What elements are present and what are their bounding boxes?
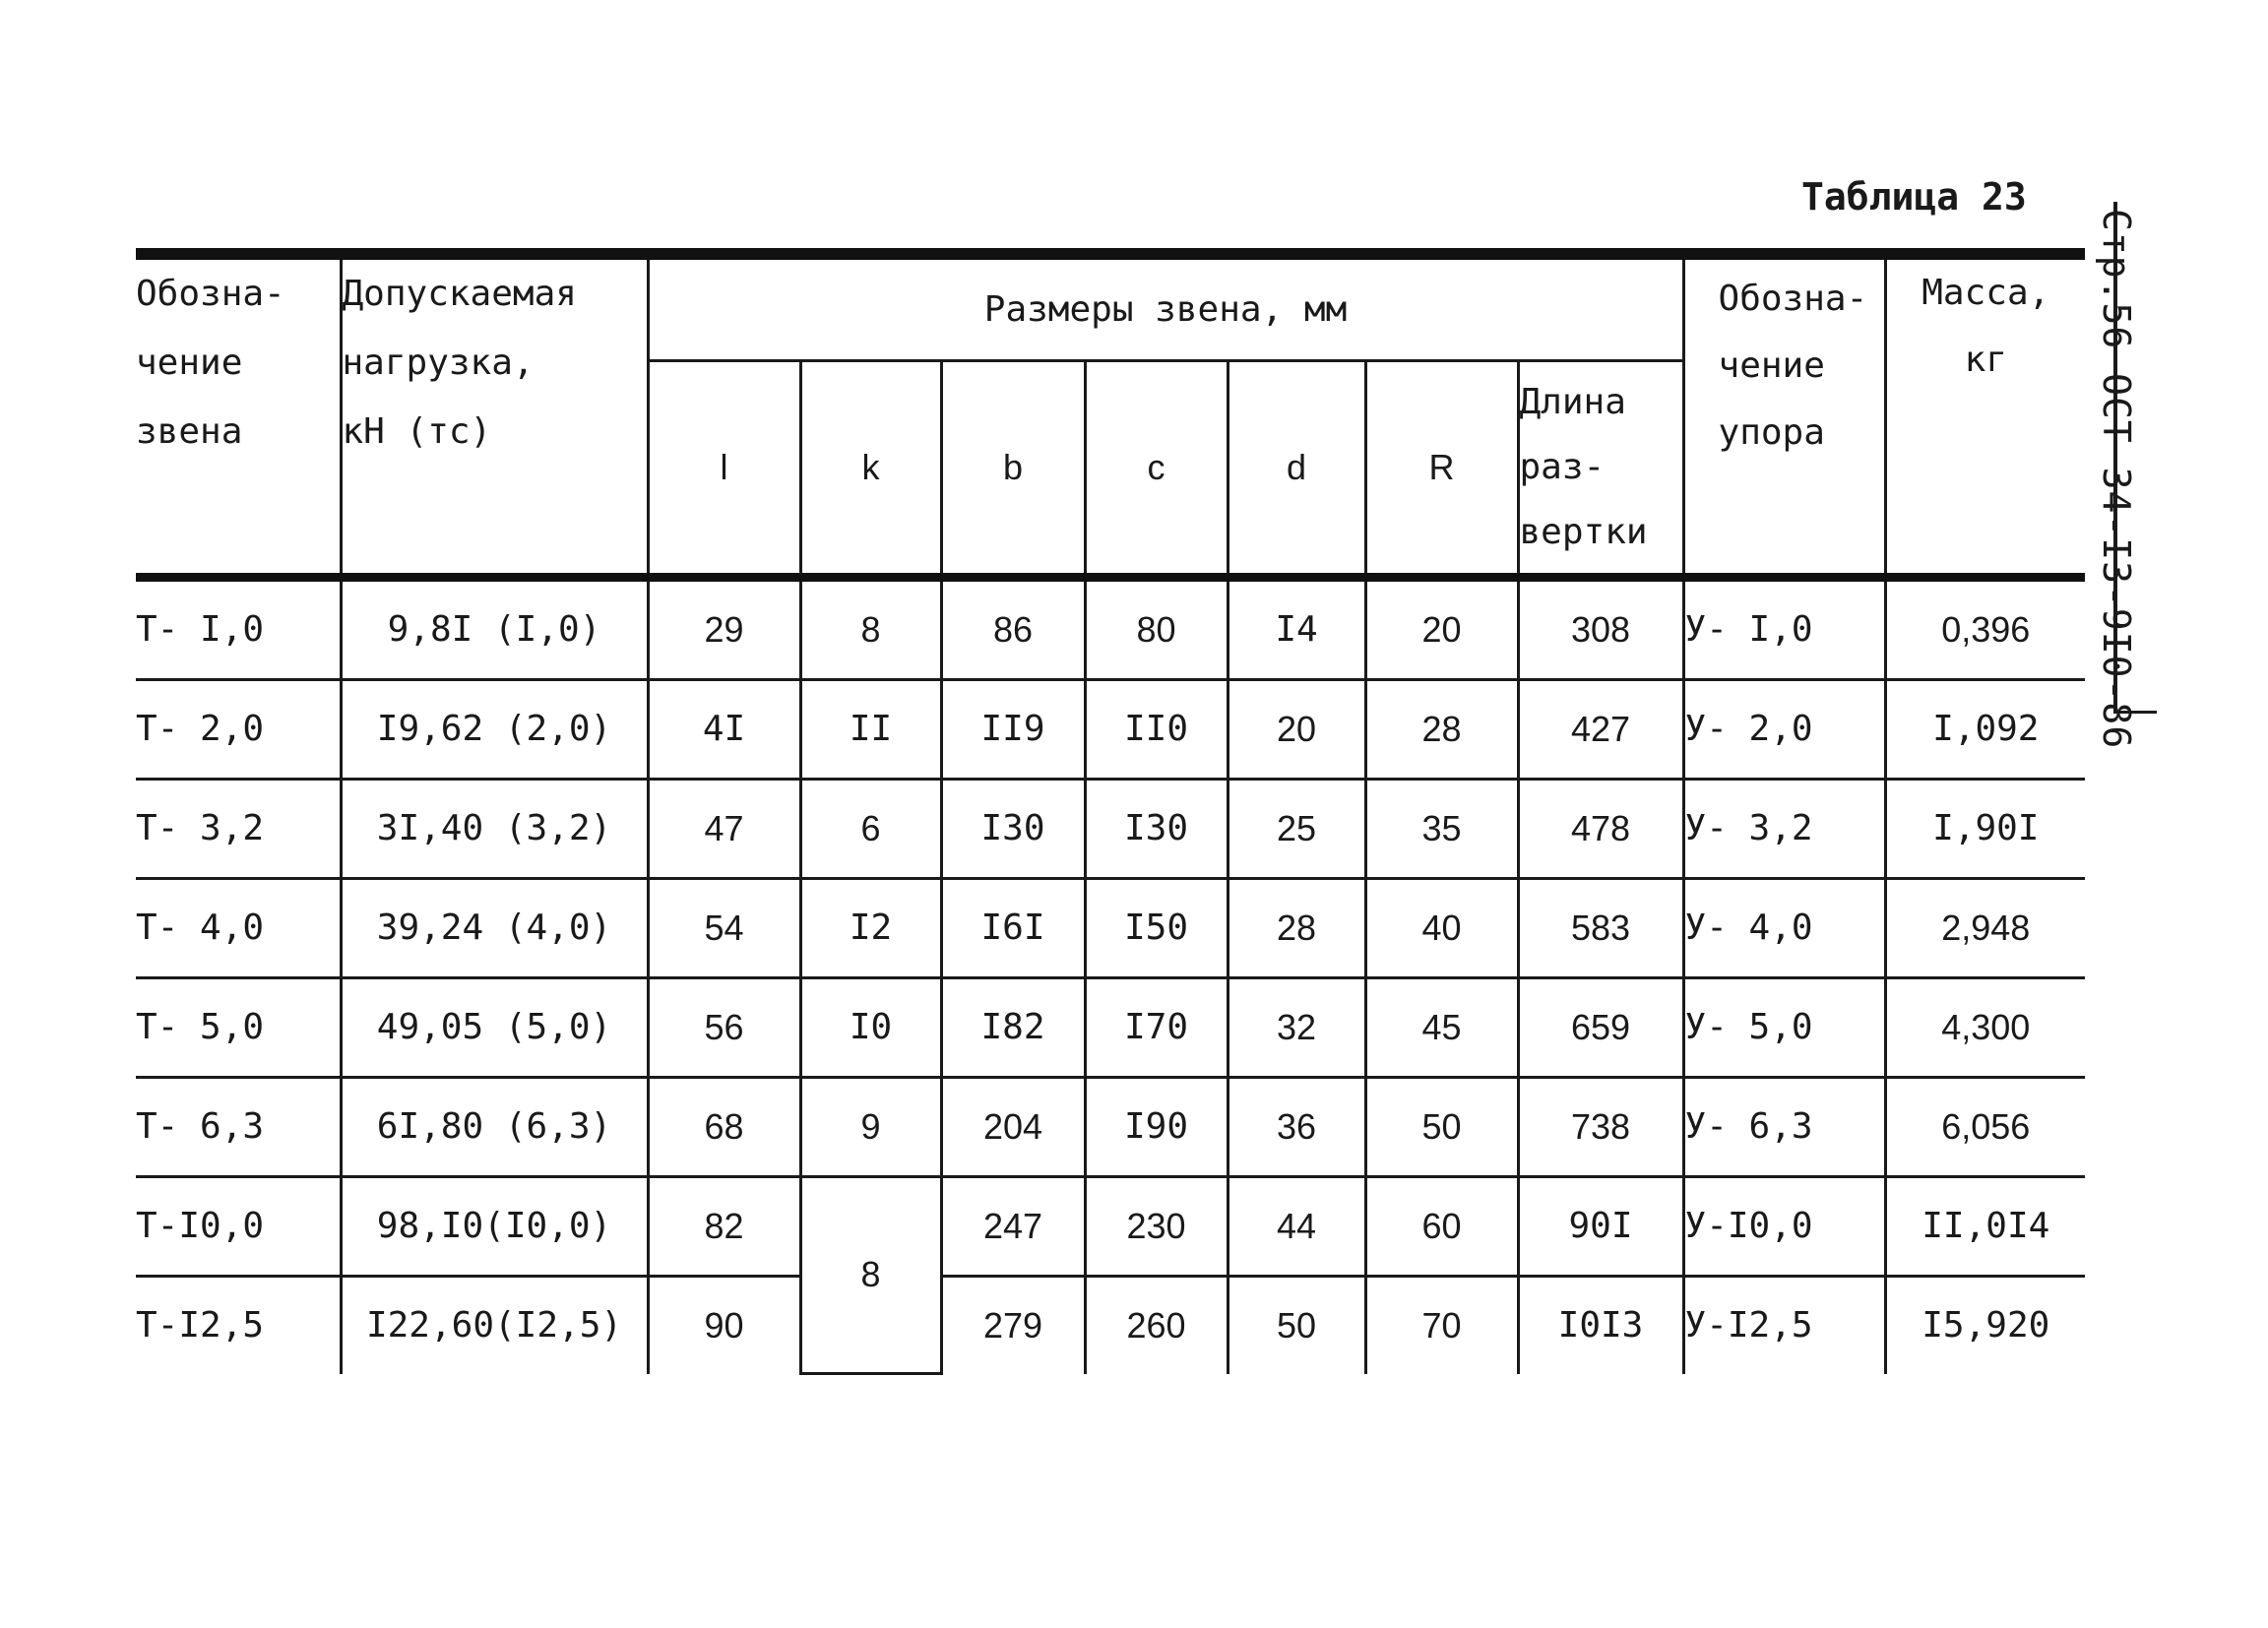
cell-load: I22,60(I2,5) [341,1276,648,1374]
table-row [136,1176,2085,1276]
cell-mass: I,90I [1885,779,2085,878]
cell-len: 478 [1518,779,1683,878]
cell-c: 80 [1085,577,1228,679]
cell-c: 230 [1085,1176,1228,1276]
cell-load: 39,24 (4,0) [341,878,648,977]
cell-l: 56 [648,977,800,1077]
cell-link: Т- 6,3 [136,1077,341,1176]
cell-load: I9,62 (2,0) [341,679,648,779]
cell-len: 90I [1518,1176,1683,1276]
cell-r: 20 [1365,577,1518,679]
cell-r: 60 [1365,1176,1518,1276]
cell-stop: У-I2,5 [1683,1276,1885,1374]
cell-r: 45 [1365,977,1518,1077]
cell-d: 36 [1228,1077,1365,1176]
cell-l: 54 [648,878,800,977]
cell-stop: У- 3,2 [1683,779,1885,878]
header-dim-r: R [1365,360,1518,577]
cell-b: 204 [941,1077,1085,1176]
cell-load: 6I,80 (6,3) [341,1077,648,1176]
cell-k: 8 [800,577,941,679]
cell-len: 738 [1518,1077,1683,1176]
cell-r: 70 [1365,1276,1518,1374]
cell-mass: 4,300 [1885,977,2085,1077]
cell-c: I70 [1085,977,1228,1077]
cell-d: 28 [1228,878,1365,977]
cell-len: 308 [1518,577,1683,679]
cell-l: 4I [648,679,800,779]
cell-mass: I,092 [1885,679,2085,779]
header-allowable-load: Допускаемая нагрузка, кН (тс) [341,254,648,577]
cell-link: Т- I,0 [136,577,341,679]
cell-l: 29 [648,577,800,679]
cell-len: I0I3 [1518,1276,1683,1374]
cell-l: 90 [648,1276,800,1374]
cell-c: 260 [1085,1276,1228,1374]
cell-b: 247 [941,1176,1085,1276]
cell-d: 44 [1228,1176,1365,1276]
cell-r: 40 [1365,878,1518,977]
cell-load: 49,05 (5,0) [341,977,648,1077]
cell-c: I50 [1085,878,1228,977]
cell-k: 6 [800,779,941,878]
cell-len: 427 [1518,679,1683,779]
header-unfold-length: Длина раз- вертки [1518,360,1683,577]
page-header-label: Стр.56 ОСТ 34-I3-9I0-86 [2095,209,2138,750]
cell-c: I30 [1085,779,1228,878]
cell-b: II9 [941,679,1085,779]
cell-l: 82 [648,1176,800,1276]
cell-d: 20 [1228,679,1365,779]
cell-b: 86 [941,577,1085,679]
header-stop-designation: Обозна- чение упора [1683,254,1885,577]
cell-r: 28 [1365,679,1518,779]
cell-c: II0 [1085,679,1228,779]
cell-b: I30 [941,779,1085,878]
header-dim-l: l [648,360,800,577]
cell-load: 98,I0(I0,0) [341,1176,648,1276]
cell-len: 659 [1518,977,1683,1077]
cell-k: I2 [800,878,941,977]
cell-link: Т-I2,5 [136,1276,341,1374]
header-dim-k: k [800,360,941,577]
cell-b: 279 [941,1276,1085,1374]
cell-d: I4 [1228,577,1365,679]
cell-k: 9 [800,1077,941,1176]
cell-load: 9,8I (I,0) [341,577,648,679]
cell-stop: У-I0,0 [1683,1176,1885,1276]
cell-stop: У- 5,0 [1683,977,1885,1077]
table-row [136,679,2085,779]
cell-mass: II,0I4 [1885,1176,2085,1276]
cell-load: 3I,40 (3,2) [341,779,648,878]
cell-b: I6I [941,878,1085,977]
cell-r: 35 [1365,779,1518,878]
table-row [136,1077,2085,1176]
table-row [136,1276,2085,1374]
cell-link: Т- 4,0 [136,878,341,977]
cell-stop: У- 6,3 [1683,1077,1885,1176]
cell-c: I90 [1085,1077,1228,1176]
cell-d: 25 [1228,779,1365,878]
header-dim-d: d [1228,360,1365,577]
table-row [136,977,2085,1077]
cell-link: Т- 2,0 [136,679,341,779]
cell-stop: У- I,0 [1683,577,1885,679]
cell-b: I82 [941,977,1085,1077]
cell-l: 68 [648,1077,800,1176]
link-spec-table [136,248,2085,1375]
cell-mass: I5,920 [1885,1276,2085,1374]
cell-link: Т- 3,2 [136,779,341,878]
table-row [136,779,2085,878]
header-dim-c: c [1085,360,1228,577]
cell-l: 47 [648,779,800,878]
table-row [136,878,2085,977]
cell-mass: 0,396 [1885,577,2085,679]
cell-k: II [800,679,941,779]
cell-stop: У- 2,0 [1683,679,1885,779]
table-row [136,577,2085,679]
cell-r: 50 [1365,1077,1518,1176]
header-link-dimensions: Размеры звена, мм [648,254,1683,360]
cell-link: Т-I0,0 [136,1176,341,1276]
cell-d: 50 [1228,1276,1365,1374]
table-title: Таблица 23 [1801,175,2027,219]
cell-stop: У- 4,0 [1683,878,1885,977]
header-dim-b: b [941,360,1085,577]
header-mass: Масса, кг [1885,254,2085,577]
cell-mass: 6,056 [1885,1077,2085,1176]
header-link-designation: Обозна- чение звена [136,254,341,577]
cell-mass: 2,948 [1885,878,2085,977]
cell-k: 8 [800,1176,941,1374]
cell-len: 583 [1518,878,1683,977]
cell-k: I0 [800,977,941,1077]
cell-d: 32 [1228,977,1365,1077]
cell-link: Т- 5,0 [136,977,341,1077]
